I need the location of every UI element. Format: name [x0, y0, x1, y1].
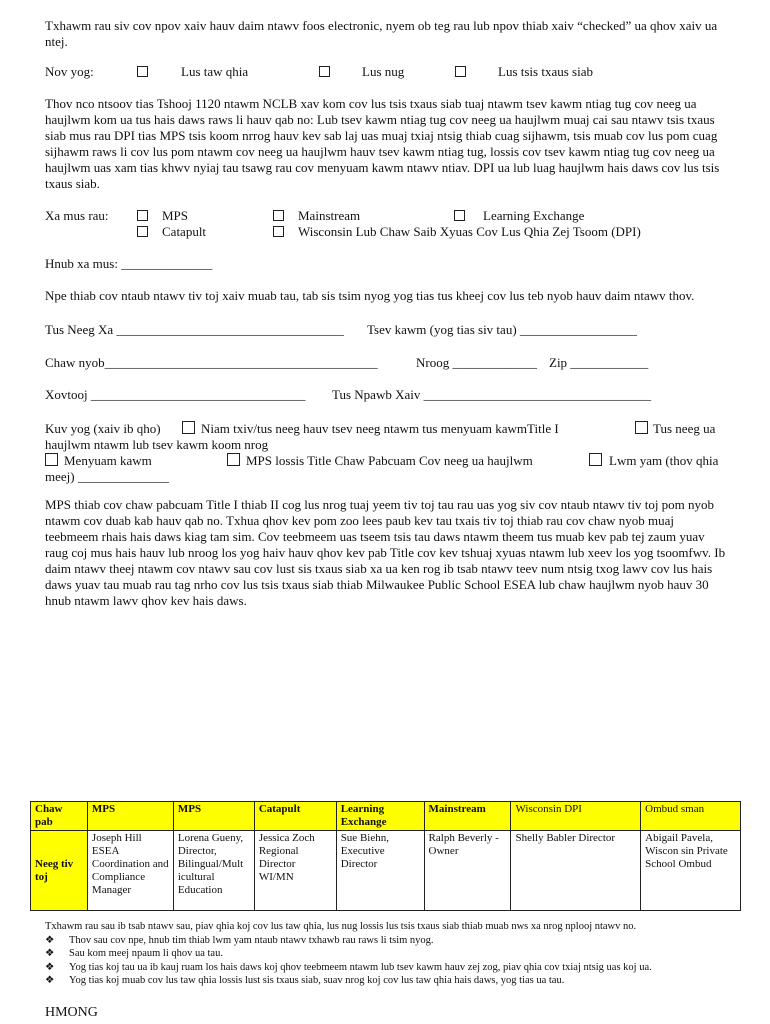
table-header-cell: MPS: [173, 802, 254, 831]
checkbox-mps[interactable]: [137, 208, 148, 224]
instructions-notes: [45, 920, 745, 988]
table-cell: Sue Biehn, Executive Director: [336, 831, 424, 911]
table-cell: Jessica Zoch Regional Director WI/MN: [254, 831, 336, 911]
checkbox-lus-taw-qhia[interactable]: [137, 64, 148, 80]
notes-lead: Txhawm rau sau ib tsab ntawv sau, piav qhia koj cov lus taw qhia, lus nug lossis lus tsis txaus siab thiab muab nws xa nrog nplooj ntawv no.: [45, 921, 637, 932]
form-page: [45, 18, 730, 609]
list-item: [45, 974, 745, 988]
option-lus-nug: Lus nug: [362, 64, 405, 79]
zip-field[interactable]: Zip ____________: [549, 355, 649, 370]
name-school-row: [45, 322, 730, 338]
list-item: [45, 961, 745, 975]
option-lus-taw-qhia: Lus taw qhia: [181, 64, 249, 79]
list-item-text: Yog tias koj muab cov lus taw qhia lossis lust sis txaus siab, suav nrog koj cov lus taw qhia hais daws, yog tias ua tau.: [69, 975, 565, 986]
option-other: Lwm yam (thov qhia: [609, 453, 719, 468]
language-footer: HMONG: [45, 1005, 98, 1020]
list-item: [45, 934, 745, 948]
table-header-cell: Learning Exchange: [336, 802, 424, 831]
body-paragraph-nclb: Thov nco ntsoov tias Tshooj 1120 ntawm NCLB xav kom cov lus tsis txaus siab tuaj ntawm tsev kawm ntiag tug cov neeg ua haujlwm kom ua tus hais daws raws li hauv qab no: Lub tsev kawm ntiag tug cov neeg ua haujlwm muaj cai sau ntawv tsis txaus siab mus rau DPI tias MPS tsis koom nrrog hauv kev sab laj uas muaj txiaj ntsig thiab cuag sijhawm, tsis muab cov lus pom cuag sijhawm raws li cov lus pom ntawm cov neeg ua haujlwm hauv tsev kawm ntiag tug, lossis cov tsev kawm ntiag tug cov neeg ua haujlwm uas xam tias khwv nyiaj tau tsawg rau cov menyuam kawm ntawv ntiav. DPI ua lub luag haujlwm hais daws cov lus tsis txaus siab.: [45, 96, 720, 191]
list-item-text: Thov sau cov npe, hnub tim thiab lwm yam ntaub ntawv txhawb rau raws li tsim nyog.: [69, 934, 434, 946]
checkbox-dpi[interactable]: [273, 224, 284, 240]
checkbox-learning-exchange[interactable]: [454, 208, 465, 224]
role-row-3: [45, 453, 730, 469]
diamond-bullet-icon: ❖: [45, 961, 55, 973]
table-header-cell: Mainstream: [424, 802, 511, 831]
sender-name-field[interactable]: Tus Neeg Xa ___________________________________: [45, 322, 344, 337]
intro-text: Txhawm rau siv cov npov xaiv hauv daim ntawv foos electronic, nyem ob teg rau lub npov thiab xaiv “checked” ua qhov xaiv ua ntej.: [45, 18, 718, 49]
diamond-bullet-icon: ❖: [45, 934, 55, 946]
checkbox-catapult[interactable]: [137, 224, 148, 240]
table-header-cell: MPS: [87, 802, 173, 831]
checkbox-lus-nug[interactable]: [319, 64, 330, 80]
option-mps: MPS: [162, 208, 189, 223]
date-sent-field[interactable]: Hnub xa mus: ______________: [45, 256, 213, 271]
option-mainstream: Mainstream: [298, 208, 361, 223]
option-parent: Niam txiv/tus neeg hauv tsev neeg ntawm tus menyuam kawmTitle I: [201, 421, 559, 436]
option-learning-exchange: Learning Exchange: [483, 208, 585, 223]
role-row-2: [45, 437, 730, 453]
table-cell: Lorena Gueny, Director, Bilingual/Mult icultural Education: [173, 831, 254, 911]
list-item-text: Yog tias koj tau ua ib kauj ruam los hais daws koj qhov teebmeem ntawm lub tsev kawm hauv zej zog, piav qhia cov txiaj ntsig uas koj ua.: [69, 961, 652, 973]
table-row-header: Neeg tiv toj: [31, 831, 88, 911]
grade-label: Nov yog:: [45, 64, 94, 79]
list-item: [45, 947, 745, 961]
school-field[interactable]: Tsev kawm (yog tias siv tau) __________________: [367, 322, 637, 337]
checkbox-mainstream[interactable]: [273, 208, 284, 224]
option-other-cont[interactable]: meej) ______________: [45, 469, 169, 484]
table-header-row: [31, 802, 741, 831]
checkbox-staff[interactable]: [635, 421, 648, 437]
table-cell: Ralph Beverly - Owner: [424, 831, 511, 911]
phone-field[interactable]: Xovtooj _________________________________: [45, 387, 306, 402]
diamond-bullet-icon: ❖: [45, 975, 55, 986]
option-staff-cont: haujlwm ntawm lub tsev kawm koom nrog: [45, 437, 269, 452]
role-row-4: [45, 469, 730, 485]
email-field[interactable]: Tus Npawb Xaiv ___________________________________: [332, 387, 652, 402]
list-item-text: Sau kom meej npaum li qhov ua tau.: [69, 948, 223, 959]
body-paragraph-contact: Npe thiab cov ntaub ntawv tiv toj xaiv muab tau, tab sis tsim nyog yog tias tus kheej cov lus teb nyob hauv daim ntawv thov.: [45, 288, 695, 303]
table-header-cell: Chaw pab: [31, 802, 88, 831]
option-dpi: Wisconsin Lub Chaw Saib Xyuas Cov Lus Qhia Zej Tsoom (DPI): [298, 224, 641, 239]
table-cell: Abigail Pavela, Wiscon sin Private School Ombud: [641, 831, 741, 911]
checkbox-lus-tsis-txaus-siab[interactable]: [455, 64, 466, 80]
grade-row: [45, 64, 730, 80]
checkbox-mps-staff[interactable]: [227, 453, 240, 469]
table-header-cell: Catapult: [254, 802, 336, 831]
checkbox-other[interactable]: [589, 453, 602, 469]
option-mps-staff: MPS lossis Title Chaw Pabcuam Cov neeg ua haujlwm: [246, 453, 533, 468]
option-student: Menyuam kawm: [64, 453, 152, 468]
table-row: [31, 831, 741, 911]
sendto-row-2: [45, 224, 730, 240]
checkbox-student[interactable]: [45, 453, 58, 469]
table-cell: Shelly Babler Director: [511, 831, 641, 911]
city-field[interactable]: Nroog _____________: [416, 355, 537, 370]
sendto-label: Xa mus rau:: [45, 208, 109, 223]
body-paragraph-title: MPS thiab cov chaw pabcuam Title I thiab II cog lus nrog tuaj yeem tiv toj tau rau uas yog siv cov ntaub ntawv tiv toj pom nyob ntawm cov duab kab hauv qab no. Txhua qhov kev pom zoo lees paub kev tau txais tiv toj thiab rau cov chaw nyob muaj teebmeem rhais hais daws kiag tam sim. Cov teebmeem uas tseem tsis tau daws ntawm theem tus muab kev pab tej zaum yuav raug coj mus hais hauv lub nroog los yog haiv hauv qhov kev pab Title cov kev tshuaj xyuas ntawm lub xeev los yog tsoomfwv. Ib daim ntawv theej ntawm cov ntawv sau cov lust sis txaus siab xa ua ken rog ib tsab ntawv teev num ntsig txog lawv cov lus hais daws yuav tau muab rau tag nrho cov lus tsis txaus siab thiab Milwaukee Public School ESEA lub chaw haujlwm nyob hauv 30 hnub ntawm lawv qhov kev hais daws.: [45, 497, 726, 608]
checkbox-parent[interactable]: [182, 421, 195, 437]
table-cell: Joseph Hill ESEA Coordination and Compliance Manager: [87, 831, 173, 911]
option-catapult: Catapult: [162, 224, 207, 239]
diamond-bullet-icon: ❖: [45, 948, 55, 959]
contacts-table: [30, 801, 741, 911]
address-field[interactable]: Chaw nyob__________________________________________: [45, 355, 378, 370]
table-header-cell: Wisconsin DPI: [511, 802, 641, 831]
address-row: [45, 355, 730, 371]
role-label: Kuv yog (xaiv ib qho): [45, 421, 161, 436]
option-lus-tsis-txaus-siab: Lus tsis txaus siab: [498, 64, 593, 79]
role-row-1: [45, 421, 730, 437]
phone-email-row: [45, 387, 730, 403]
table-header-cell: Ombud sman: [641, 802, 741, 831]
option-staff: Tus neeg ua: [653, 421, 716, 436]
sendto-row-1: [45, 208, 730, 224]
